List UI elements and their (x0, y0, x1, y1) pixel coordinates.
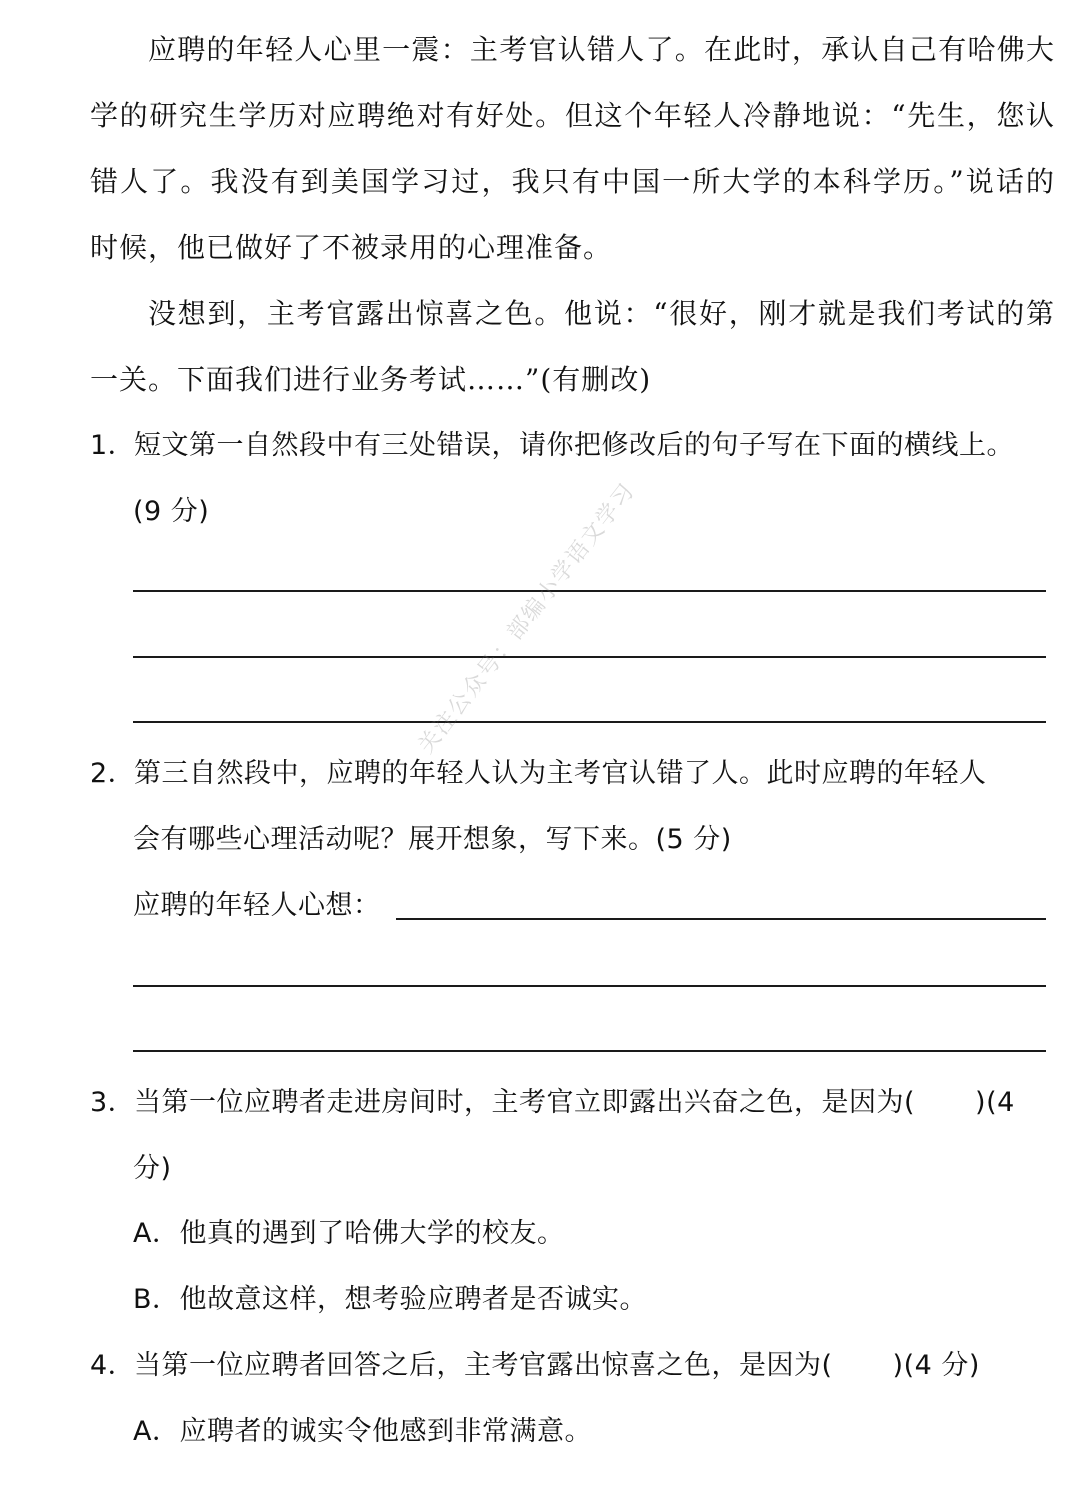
question-2 (90, 754, 1055, 794)
answer-line-q2-3[interactable] (133, 1050, 1046, 1052)
watermark-text: 关注公众号：部编小学语文学习 (413, 478, 641, 759)
question-2-prompt: 应聘的年轻人心想： (133, 890, 381, 921)
answer-line-q2-1[interactable] (396, 918, 1046, 920)
question-4 (90, 1346, 1055, 1386)
question-3-text-line-2: 分) (133, 1153, 172, 1184)
passage-p1-line-4: 时候，他已做好了不被录用的心理准备。 (90, 231, 613, 264)
question-3-number: 3． (90, 1087, 136, 1118)
answer-line-q1-2[interactable] (133, 656, 1046, 658)
answer-line-q1-1[interactable] (133, 590, 1046, 592)
question-4-number: 4． (90, 1350, 136, 1381)
question-4-text-end: )(4 分) (892, 1350, 980, 1381)
answer-line-q2-2[interactable] (133, 985, 1046, 987)
question-3-option-a: A．他真的遇到了哈佛大学的校友。 (133, 1218, 565, 1249)
passage-p1-line-2: 学的研究生学历对应聘绝对有好处。但这个年轻人冷静地说：“先生，您认 (90, 99, 1055, 132)
question-2-text: 第三自然段中，应聘的年轻人认为主考官认错了人。此时应聘的年轻人 (134, 758, 987, 789)
question-1-number: 1． (90, 430, 136, 461)
question-1 (90, 426, 1055, 466)
question-3 (90, 1083, 1055, 1123)
passage-p1-line-1: 应聘的年轻人心里一震：主考官认错人了。在此时，承认自己有哈佛大 (148, 33, 1055, 66)
passage-p2-line-2: 一关。下面我们进行业务考试……”(有删改) (90, 363, 652, 396)
question-2-text-line-2: 会有哪些心理活动呢？展开想象，写下来。(5 分) (133, 824, 732, 855)
question-1-score: (9 分) (133, 496, 210, 527)
passage-p1-line-3: 错人了。我没有到美国学习过，我只有中国一所大学的本科学历。”说话的 (90, 165, 1055, 198)
question-4-option-a: A．应聘者的诚实令他感到非常满意。 (133, 1416, 592, 1447)
answer-line-q1-3[interactable] (133, 721, 1046, 723)
question-4-text: 当第一位应聘者回答之后，主考官露出惊喜之色，是因为( (134, 1350, 833, 1381)
passage-p2-line-1: 没想到，主考官露出惊喜之色。他说：“很好，刚才就是我们考试的第 (148, 297, 1055, 330)
question-3-text: 当第一位应聘者走进房间时，主考官立即露出兴奋之色，是因为( (134, 1087, 916, 1118)
question-3-text-end: )(4 (975, 1087, 1015, 1118)
question-3-option-b: B．他故意这样，想考验应聘者是否诚实。 (133, 1284, 648, 1315)
question-2-number: 2． (90, 758, 136, 789)
question-1-text: 短文第一自然段中有三处错误，请你把修改后的句子写在下面的横线上。 (134, 430, 1014, 461)
